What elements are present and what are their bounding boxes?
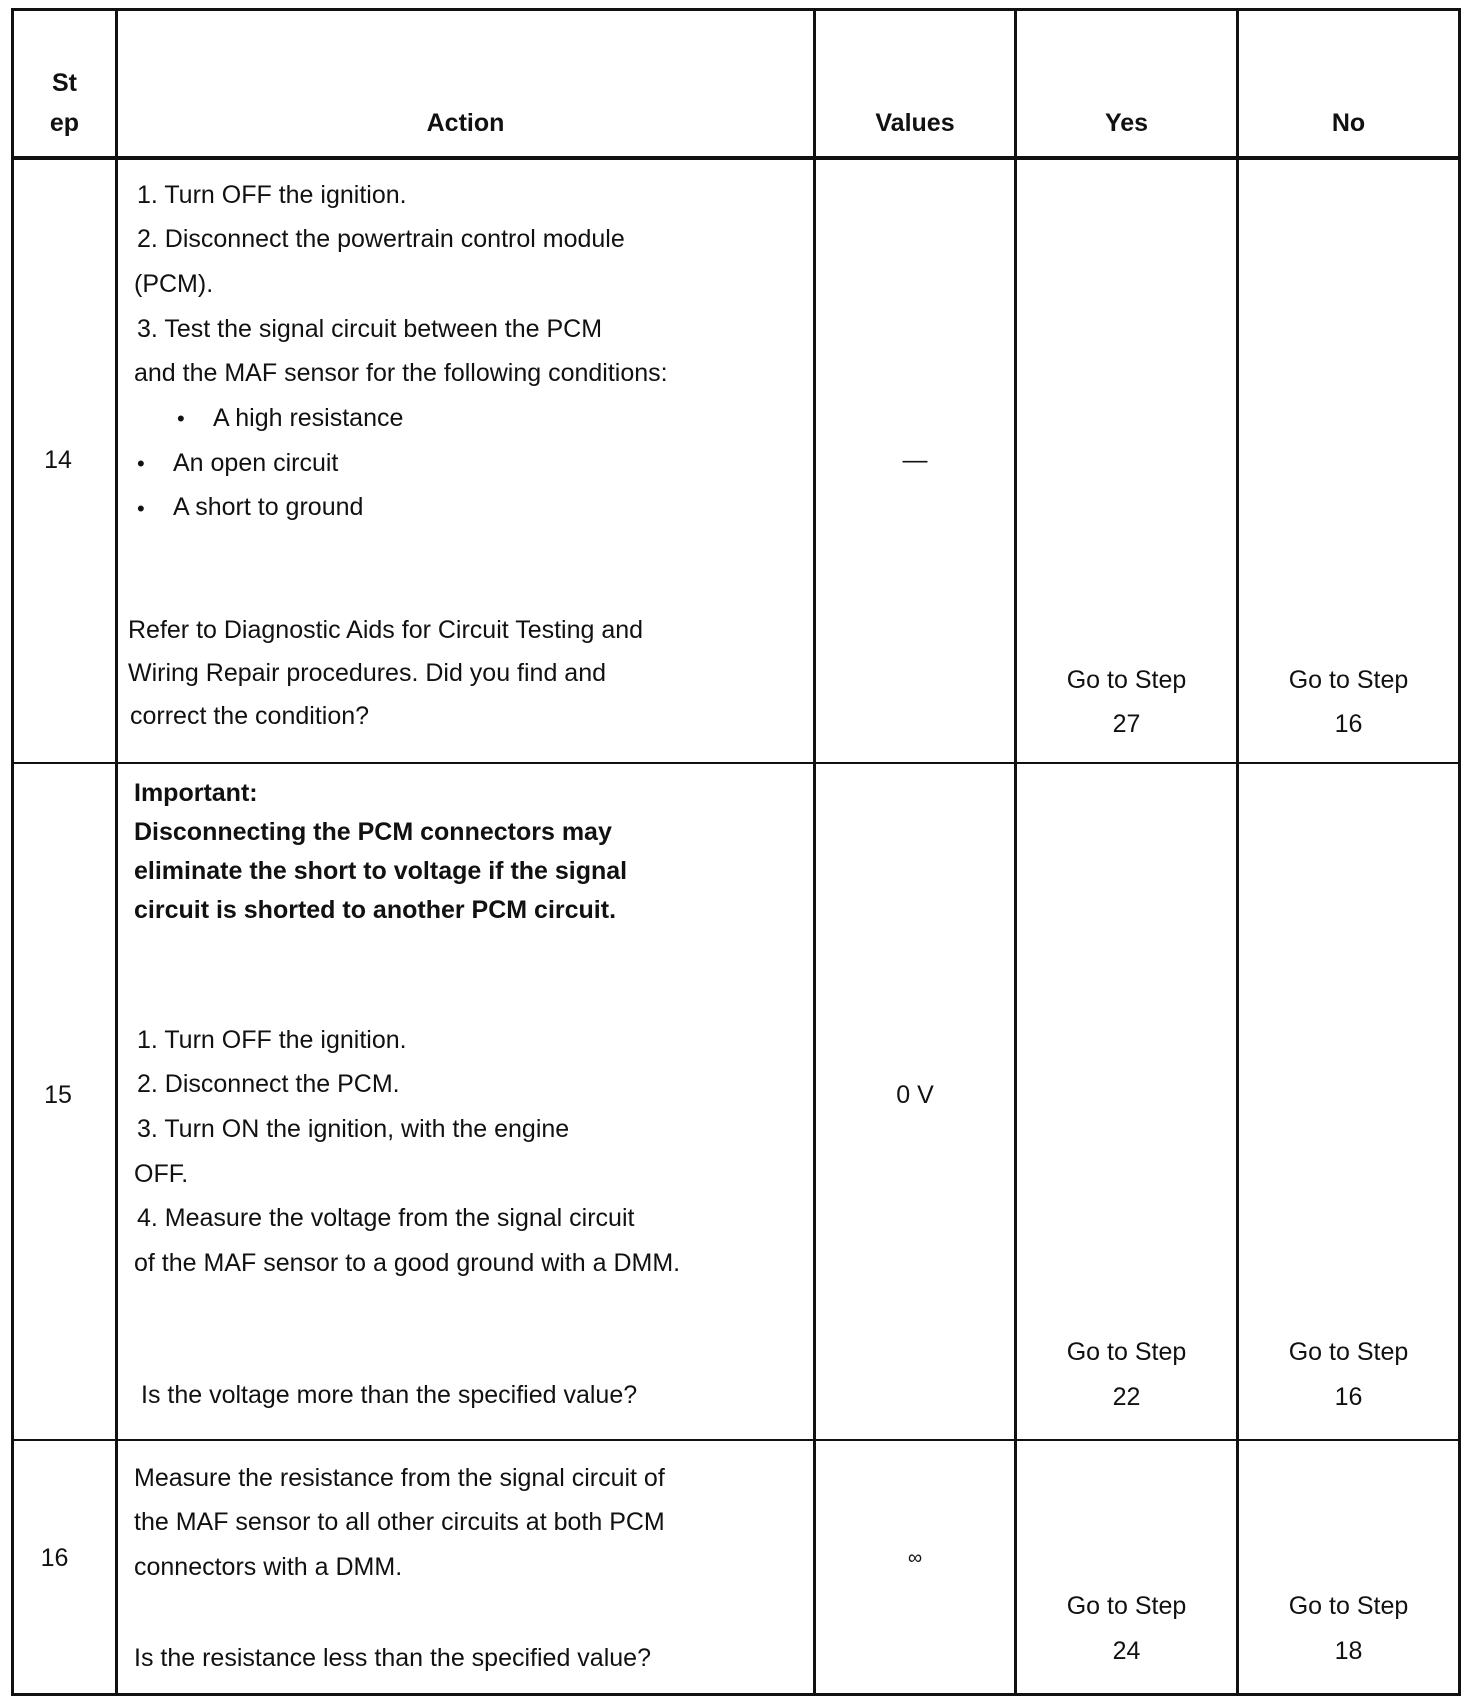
- table-border-right: [1458, 8, 1461, 1696]
- important-note: Disconnecting the PCM connectors may: [134, 818, 612, 846]
- action-question: Is the voltage more than the specified value?: [141, 1381, 638, 1409]
- condition-short-to-ground: A short to ground: [173, 493, 364, 521]
- no-go-to-step: Go to Step: [1288, 666, 1409, 694]
- step-number: 15: [44, 1081, 72, 1109]
- step-number: 16: [40, 1544, 69, 1572]
- important-note-cont: eliminate the short to voltage if the signal: [134, 857, 628, 885]
- action-question: Refer to Diagnostic Aids for Circuit Testing and: [128, 616, 644, 644]
- action-line-cont: the MAF sensor to all other circuits at both PCM: [134, 1508, 665, 1536]
- row-divider-15-16: [11, 1439, 1461, 1441]
- row-divider-14-15: [11, 762, 1461, 764]
- action-line: Measure the resistance from the signal circuit of: [134, 1464, 665, 1492]
- col-divider-action-values: [813, 8, 816, 1696]
- no-go-to-step: Go to Step: [1288, 1592, 1409, 1620]
- bullet: •: [137, 451, 145, 476]
- header-action: Action: [426, 109, 505, 137]
- yes-go-to-step: Go to Step: [1066, 1338, 1187, 1366]
- action-step-2: 2. Disconnect the powertrain control module: [137, 225, 625, 253]
- bullet: •: [137, 496, 145, 521]
- value-cell: —: [902, 446, 928, 474]
- no-step-number: 16: [1334, 1383, 1363, 1411]
- value-cell: 0 V: [896, 1081, 934, 1109]
- col-divider-yes-no: [1236, 8, 1239, 1696]
- no-go-to-step: Go to Step: [1288, 1338, 1409, 1366]
- no-step-number: 18: [1334, 1637, 1363, 1665]
- action-step-3: 3. Turn ON the ignition, with the engine: [137, 1115, 570, 1143]
- header-values: Values: [875, 109, 955, 137]
- important-heading: Important:: [134, 779, 258, 807]
- yes-go-to-step: Go to Step: [1066, 666, 1187, 694]
- action-step-3-cont: and the MAF sensor for the following conditions:: [134, 359, 668, 387]
- table-border-top: [11, 8, 1461, 11]
- action-line-cont: connectors with a DMM.: [134, 1553, 403, 1581]
- header-step-line1: St: [52, 69, 77, 97]
- condition-high-resistance: A high resistance: [213, 404, 404, 432]
- step-number: 14: [44, 446, 72, 474]
- header-no: No: [1331, 109, 1366, 137]
- header-step-line2: ep: [49, 109, 80, 137]
- action-step-2: 2. Disconnect the PCM.: [137, 1070, 400, 1098]
- condition-open-circuit: An open circuit: [173, 449, 339, 477]
- action-step-3-cont: OFF.: [134, 1160, 189, 1188]
- yes-step-number: 24: [1112, 1637, 1141, 1665]
- action-step-3: 3. Test the signal circuit between the PCM: [137, 315, 603, 343]
- action-step-1: 1. Turn OFF the ignition.: [137, 1026, 407, 1054]
- yes-step-number: 22: [1112, 1383, 1141, 1411]
- action-step-4-cont: of the MAF sensor to a good ground with a DMM.: [134, 1249, 681, 1277]
- action-step-4: 4. Measure the voltage from the signal circuit: [137, 1204, 635, 1232]
- no-step-number: 16: [1334, 710, 1363, 738]
- yes-go-to-step: Go to Step: [1066, 1592, 1187, 1620]
- header-divider: [11, 156, 1461, 160]
- header-yes: Yes: [1104, 109, 1149, 137]
- action-step-2-cont: (PCM).: [134, 270, 214, 298]
- value-cell: ∞: [907, 1547, 923, 1569]
- action-question-cont: Wiring Repair procedures. Did you find and: [128, 659, 607, 687]
- col-divider-step-action: [115, 8, 118, 1696]
- yes-step-number: 27: [1112, 710, 1141, 738]
- action-step-1: 1. Turn OFF the ignition.: [137, 181, 407, 209]
- bullet: •: [177, 406, 185, 431]
- col-divider-values-yes: [1014, 8, 1017, 1696]
- action-question-cont: correct the condition?: [130, 702, 370, 730]
- table-border-left: [11, 8, 14, 1696]
- important-note-cont: circuit is shorted to another PCM circuit.: [134, 896, 617, 924]
- action-question: Is the resistance less than the specified value?: [134, 1644, 651, 1672]
